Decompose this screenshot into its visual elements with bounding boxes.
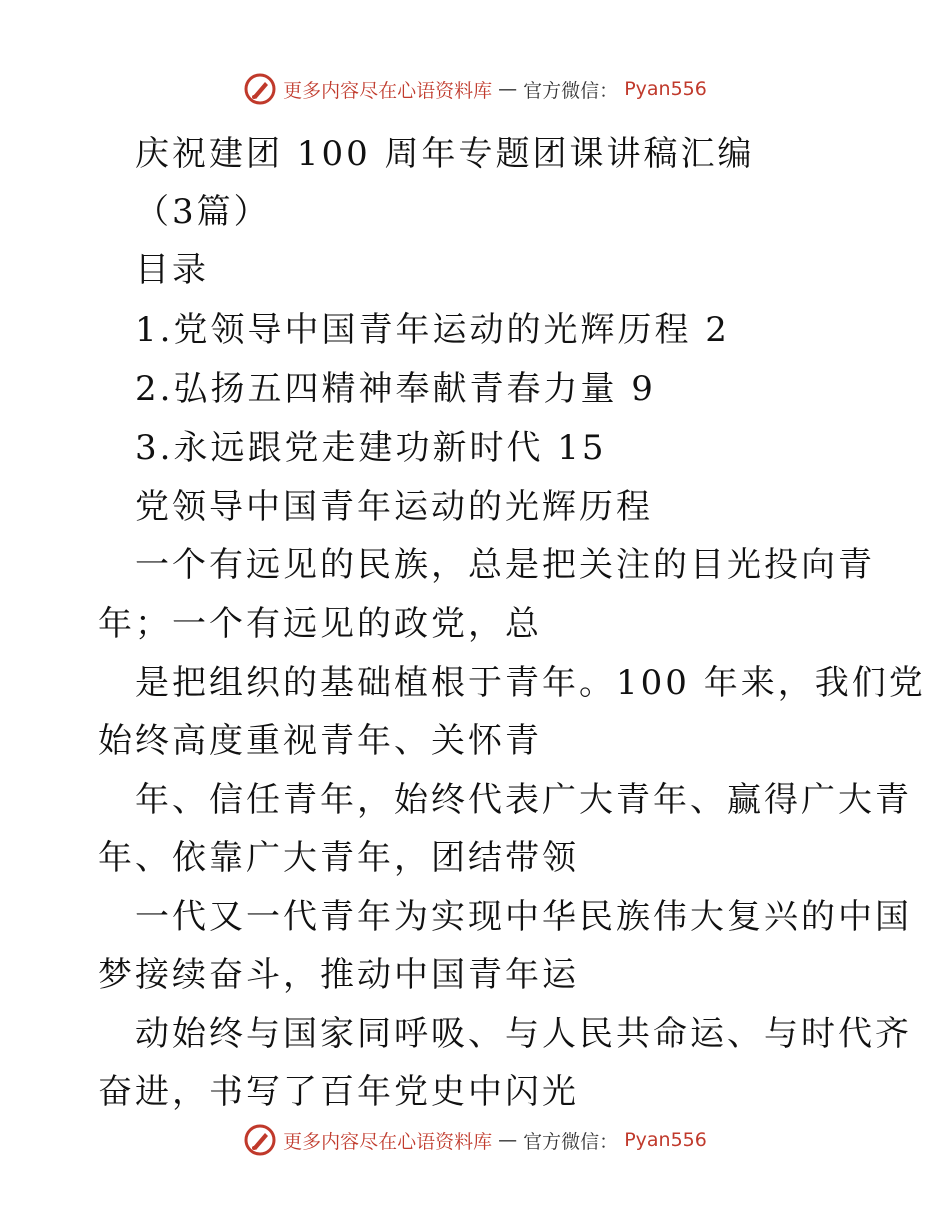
section-title: 党领导中国青年运动的光辉历程 [135, 487, 653, 527]
toc-item-3: 3.永远跟党走建功新时代 15 [135, 428, 607, 468]
body-line: 年、依靠广大青年，团结带领 [98, 838, 579, 878]
header-banner [0, 72, 950, 106]
body-line: 奋进，书写了百年党史中闪光 [98, 1072, 579, 1112]
body-line: 一代又一代青年为实现中华民族伟大复兴的中国 [135, 897, 912, 937]
document-title: 庆祝建团 100 周年专题团课讲稿汇编 [135, 134, 755, 174]
body-line: 年、信任青年，始终代表广大青年、赢得广大青 [135, 780, 912, 820]
toc-item-1: 1.党领导中国青年运动的光辉历程 2 [135, 310, 730, 350]
body-line: 始终高度重视青年、关怀青 [98, 721, 542, 761]
footer-banner [0, 1123, 950, 1157]
body-line: 梦接续奋斗，推动中国青年运 [98, 955, 579, 995]
document-subtitle: （3篇） [135, 192, 271, 232]
banner-wechat-id: Pyan556 [624, 1129, 707, 1151]
body-line: 动始终与国家同呼吸、与人民共命运、与时代齐 [135, 1014, 912, 1054]
toc-item-2: 2.弘扬五四精神奉献青春力量 9 [135, 369, 656, 409]
banner-wechat-label: 官方微信： [523, 1130, 619, 1153]
body-line: 是把组织的基础植根于青年。100 年来，我们党 [135, 663, 926, 703]
pen-logo-icon [243, 1123, 277, 1157]
banner-dash: — [498, 1129, 518, 1151]
toc-heading: 目录 [135, 250, 209, 290]
body-line: 一个有远见的民族，总是把关注的目光投向青 [135, 545, 875, 585]
banner-wechat-label: 官方微信： [523, 79, 619, 102]
pen-logo-icon [243, 72, 277, 106]
banner-main-text: 更多内容尽在心语资料库 [283, 79, 493, 102]
body-line: 年；一个有远见的政党，总 [98, 604, 542, 644]
banner-main-text: 更多内容尽在心语资料库 [283, 1130, 493, 1153]
banner-wechat-id: Pyan556 [624, 78, 707, 100]
banner-dash: — [498, 78, 518, 100]
